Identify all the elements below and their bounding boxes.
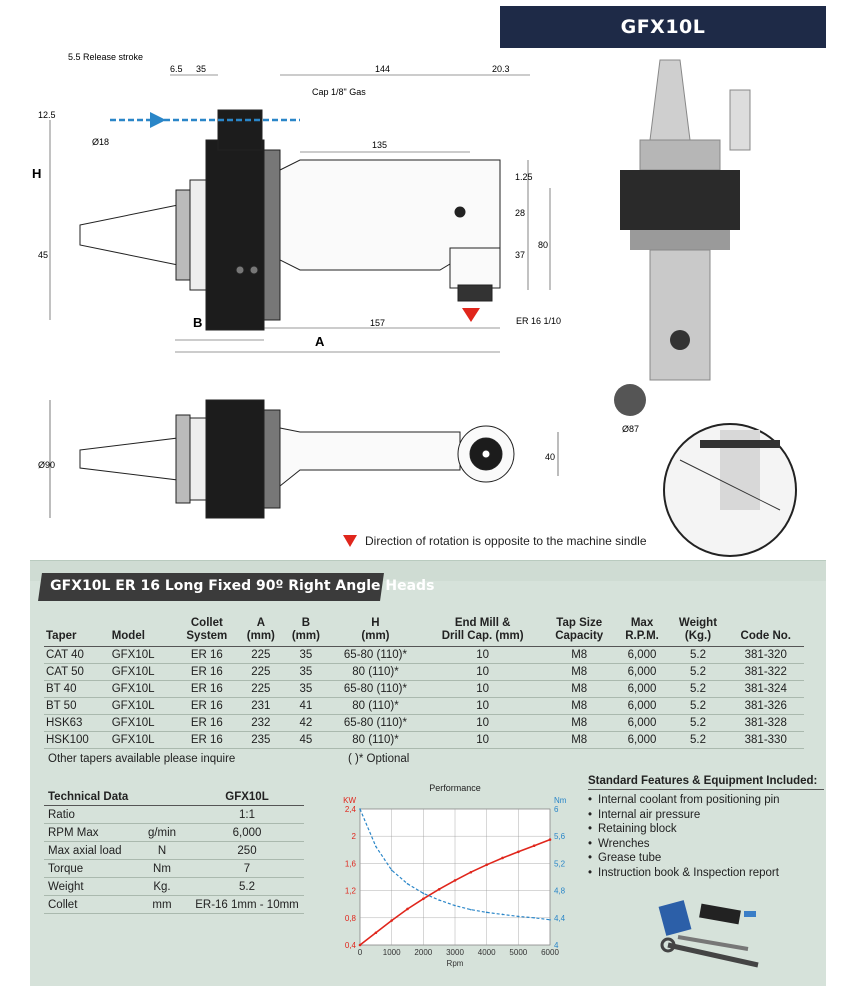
spec-col-header: Code No. [728,617,804,647]
spec-table [44,617,804,749]
dim-90: Ø90 [38,460,56,470]
power-point [359,944,362,947]
wrench-tools-icon [658,897,778,977]
x-tick-label: 6000 [541,948,559,957]
table-cell: 35 [283,647,328,664]
table-cell: 35 [283,664,328,681]
y-left-tick-label: 2 [351,832,356,842]
table-cell: 235 [238,732,283,749]
table-row [44,681,804,698]
table-cell: 10 [422,664,542,681]
torque-point [549,919,551,921]
standard-features [588,775,824,881]
table-cell: 6,000 [616,698,669,715]
table-row [44,698,804,715]
feature-item: • Internal coolant from positioning pin [588,793,824,808]
power-point [454,879,457,882]
table-cell: 10 [422,698,542,715]
torque-point [518,916,520,918]
dim-157: 157 [370,318,386,328]
table-cell: HSK100 [44,732,110,749]
table-cell: 381-320 [728,647,804,664]
rotation-note-text: Direction of rotation is opposite to the machine sindle [365,534,647,548]
table-cell: 6,000 [616,681,669,698]
power-point [406,908,409,911]
table-cell: 225 [238,647,283,664]
table-cell: GFX10L [110,715,176,732]
performance-chart [320,779,590,979]
product-code: GFX10L [620,16,706,38]
y-right-tick-label: 4,8 [554,886,566,896]
dim-B: B [193,315,203,330]
table-cell: ER 16 [175,732,238,749]
y-left-label: KW [343,796,356,805]
technical-data-table [44,791,304,914]
power-point [438,888,441,891]
table-cell: 381-322 [728,664,804,681]
torque-point [533,917,535,919]
table-cell: 35 [283,681,328,698]
table-cell: 232 [238,715,283,732]
x-tick-label: 4000 [477,948,496,957]
spec-col-header: Tap Size Capacity [543,617,616,647]
y-right-tick-label: 6 [554,805,559,814]
table-cell: 5.2 [668,732,727,749]
chart-title: Performance [429,783,481,793]
dim-45: 45 [38,250,49,260]
spec-col-header: Max R.P.M. [616,617,669,647]
technical-data-title: Technical Data [48,791,129,803]
table-row [44,732,804,749]
tech-row: RPM Max g/min 6,000 [44,824,304,842]
x-tick-label: 0 [357,948,363,957]
y-right-tick-label: 5,6 [554,832,566,842]
torque-point [454,905,456,907]
dim-20-3: 20.3 [492,64,510,74]
dim-35: 35 [196,64,207,74]
dim-cap: Cap 1/8" Gas [312,87,366,97]
table-cell: ER 16 [175,715,238,732]
y-right-tick-label: 4 [554,941,559,950]
x-tick-label: 3000 [446,948,464,957]
torque-point [407,883,409,885]
table-cell: M8 [543,647,616,664]
tech-row: Ratio 1:1 [44,806,304,824]
table-row [44,715,804,732]
spec-col-header: Taper [44,617,110,647]
dim-12-5: 12.5 [38,110,56,120]
side-view [80,110,500,330]
product-photo [600,40,826,560]
power-point [375,931,378,934]
spec-col-header: B (mm) [283,617,328,647]
top-view [50,400,558,518]
table-cell: 5.2 [668,681,727,698]
y-right-label: Nm [554,796,567,805]
table-cell: GFX10L [110,698,176,715]
table-cell: M8 [543,681,616,698]
power-point [517,851,520,854]
rotation-marker [462,308,480,322]
rotation-triangle-icon [343,535,357,547]
table-cell: 65-80 (110)* [328,715,422,732]
table-cell: M8 [543,732,616,749]
spec-col-header: H (mm) [328,617,422,647]
dim-37: 37 [515,250,526,260]
table-cell: GFX10L [110,681,176,698]
spec-col-header: Collet System [175,617,238,647]
tech-row: Weight Kg. 5.2 [44,878,304,896]
power-point [390,919,393,922]
table-cell: 381-324 [728,681,804,698]
table-cell: 80 (110)* [328,664,422,681]
table-cell: 225 [238,681,283,698]
table-cell: 225 [238,664,283,681]
table-cell: CAT 40 [44,647,110,664]
dim-144: 144 [375,64,391,74]
spec-col-header: End Mill & Drill Cap. (mm) [422,617,542,647]
feature-item: • Internal air pressure [588,808,824,823]
table-cell: 10 [422,732,542,749]
table-cell: 45 [283,732,328,749]
table-cell: 6,000 [616,732,669,749]
x-tick-label: 2000 [414,948,433,957]
dim-40: 40 [545,452,556,462]
table-cell: 65-80 (110)* [328,647,422,664]
table-cell: ER 16 [175,647,238,664]
dim-18: Ø18 [92,137,110,147]
features-title: Standard Features & Equipment Included: [588,775,824,790]
y-right-tick-label: 5,2 [554,859,566,869]
dim-28: 28 [515,208,526,218]
y-right-tick-label: 4,4 [554,913,566,923]
torque-point [438,899,440,901]
x-tick-label: 1000 [382,948,401,957]
feature-item: • Wrenches [588,837,824,852]
table-cell: 6,000 [616,647,669,664]
dim-release-stroke: 5.5 Release stroke [68,52,144,62]
table-cell: 5.2 [668,698,727,715]
table-cell: GFX10L [110,647,176,664]
table-cell: 10 [422,681,542,698]
dim-135: 135 [372,140,388,150]
y-left-tick-label: 1,6 [344,859,356,869]
y-left-tick-label: 1,2 [344,886,356,896]
dim-1-25: 1.25 [515,172,533,182]
rotation-note [343,534,647,548]
torque-point [423,893,425,895]
spec-col-header: Weight (Kg.) [668,617,727,647]
dim-87: Ø87 [622,424,640,434]
table-cell: 381-326 [728,698,804,715]
table-cell: 381-330 [728,732,804,749]
feature-item: • Instruction book & Inspection report [588,866,824,881]
table-cell: CAT 50 [44,664,110,681]
table-cell: 41 [283,698,328,715]
tech-row: Max axial load N 250 [44,842,304,860]
table-cell: 80 (110)* [328,732,422,749]
dim-er16: ER 16 1/10 [516,316,562,326]
dim-A: A [315,334,325,349]
table-cell: 6,000 [616,715,669,732]
dim-80: 80 [538,240,549,250]
technical-drawing [10,40,630,560]
optional-note: ( )* Optional [348,753,410,765]
y-left-tick-label: 0,8 [344,913,356,923]
spec-panel [30,560,826,986]
table-row [44,664,804,681]
table-cell: 10 [422,715,542,732]
table-cell: ER 16 [175,681,238,698]
table-cell: 6,000 [616,664,669,681]
dim-6-5: 6.5 [170,64,183,74]
table-cell: M8 [543,664,616,681]
table-cell: 381-328 [728,715,804,732]
power-point [549,838,552,841]
power-point [501,857,504,860]
feature-item: • Grease tube [588,851,824,866]
table-cell: M8 [543,715,616,732]
power-point [485,863,488,866]
table-cell: GFX10L [110,664,176,681]
table-cell: ER 16 [175,698,238,715]
torque-point [375,846,377,848]
technical-data-model: GFX10L [225,791,269,803]
table-cell: GFX10L [110,732,176,749]
table-cell: M8 [543,698,616,715]
table-cell: 5.2 [668,715,727,732]
table-cell: BT 40 [44,681,110,698]
table-cell: HSK63 [44,715,110,732]
spec-section-title: GFX10L ER 16 Long Fixed 90º Right Angle Heads [38,573,384,601]
spec-col-header: A (mm) [238,617,283,647]
table-cell: 5.2 [668,647,727,664]
torque-point [470,909,472,911]
table-row [44,647,804,664]
dim-H: H [32,166,42,181]
x-axis-label: Rpm [446,959,464,968]
power-point [422,897,425,900]
x-tick-label: 5000 [509,948,528,957]
table-cell: 65-80 (110)* [328,681,422,698]
tech-row: Torque Nm 7 [44,860,304,878]
y-left-tick-label: 2,4 [344,805,356,814]
table-cell: 231 [238,698,283,715]
table-cell: 5.2 [668,664,727,681]
tech-row: Collet mm ER-16 1mm - 10mm [44,896,304,914]
power-point [533,844,536,847]
torque-point [391,869,393,871]
power-point [470,871,473,874]
other-tapers-note: Other tapers available please inquire [48,753,236,765]
table-cell: 80 (110)* [328,698,422,715]
table-cell: 10 [422,647,542,664]
y-left-tick-label: 0,4 [344,941,356,950]
table-cell: BT 50 [44,698,110,715]
torque-point [502,914,504,916]
table-cell: 42 [283,715,328,732]
torque-point [359,808,361,810]
spec-col-header: Model [110,617,176,647]
table-cell: ER 16 [175,664,238,681]
torque-point [486,912,488,914]
feature-item: • Retaining block [588,822,824,837]
